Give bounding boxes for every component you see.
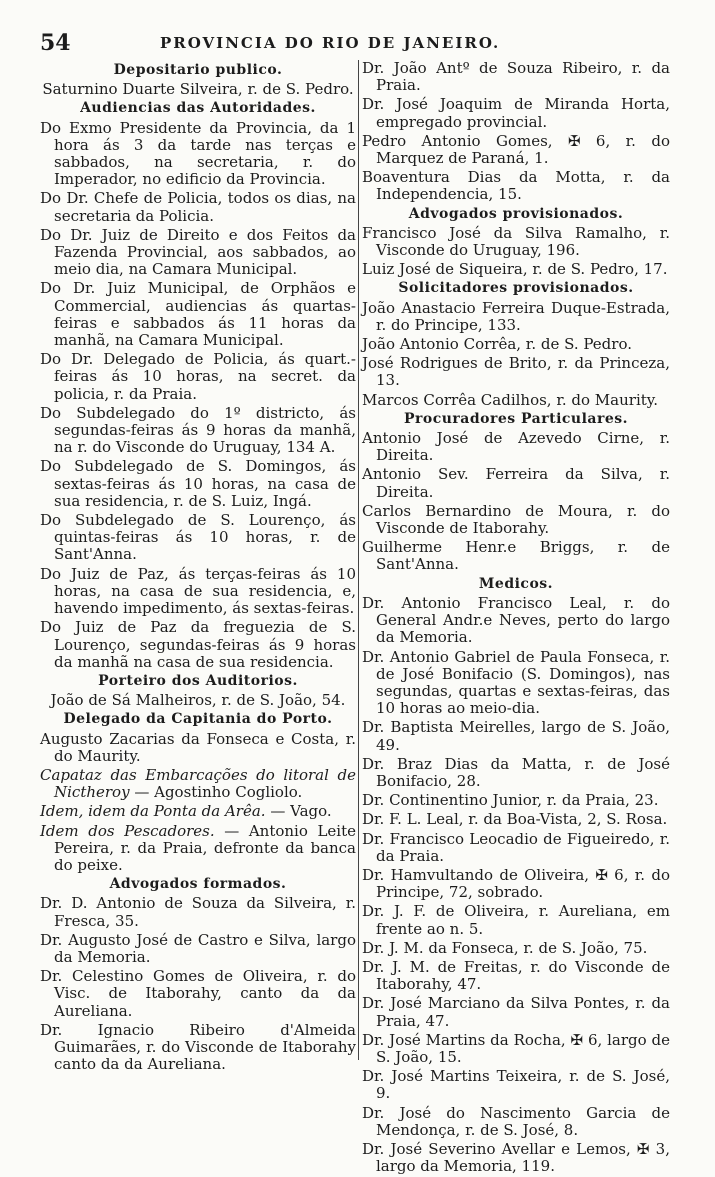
capataz-value: — Vago. <box>265 802 332 821</box>
audiencia-entry: Do Subdelegado do 1º districto, ás segundas-feiras ás 9 horas da manhã, na r. do Visconde do Uruguay, 134 A. <box>40 403 356 457</box>
page-number: 54 <box>40 30 71 56</box>
advogado-entry: Dr. Celestino Gomes de Oliveira, r. do Visc. de Itaborahy, canto da da Aureliana. <box>40 967 356 1020</box>
advogado-entry: Boaventura Dias da Motta, r. da Independencia, 15. <box>362 168 670 204</box>
medico-entry: Dr. F. L. Leal, r. da Boa-Vista, 2, S. Rosa. <box>362 810 668 829</box>
provisionado-entry: Luiz José de Siqueira, r. de S. Pedro, 17. <box>362 260 668 279</box>
delegado-entry: Augusto Zacarias da Fonseca e Costa, r. do Maurity. <box>40 729 356 765</box>
medico-entry: Dr. Baptista Meirelles, largo de S. João, 49. <box>362 718 670 754</box>
advogado-entry: Dr. João Antº de Souza Ribeiro, r. da Praia. <box>362 59 670 95</box>
audiencia-entry: Do Dr. Juiz Municipal, de Orphãos e Commercial, audiencias ás quartas-feiras e sabbados ás 11 horas da manhã, na Camara Municipal. <box>40 279 356 350</box>
section-heading-procuradores: Procuradores Particulares. <box>403 410 629 427</box>
audiencia-entry: Do Juiz de Paz da freguezia de S. Lourenço, segundas-feiras ás 9 horas da manhã na casa de sua residencia. <box>40 618 356 671</box>
procurador-entry: Carlos Bernardino de Moura, r. do Visconde de Itaborahy. <box>362 501 670 538</box>
advogado-entry: Pedro Antonio Gomes, ✠ 6, r. do Marquez de Paraná, 1. <box>362 131 670 168</box>
medico-entry: Dr. Francisco Leocadio de Figueiredo, r. da Praia. <box>362 829 670 865</box>
audiencia-entry: Do Dr. Juiz de Direito e dos Feitos da Fazenda Provincial, aos sabbados, ao meio dia, na Camara Municipal. <box>40 225 356 279</box>
audiencia-entry: Do Dr. Delegado de Policia, ás quart.-feiras ás 10 horas, na secret. da policia, r. da Praia. <box>40 350 356 403</box>
capataz-entry <box>40 803 356 820</box>
audiencia-entry: Do Subdelegado de S. Lourenço, ás quintas-feiras ás 10 horas, r. de Sant'Anna. <box>40 511 356 564</box>
medico-entry: Dr. J. F. de Oliveira, r. Aureliana, em frente ao n. 5. <box>362 902 670 938</box>
capataz-entry <box>40 823 356 875</box>
solicitador-entry: Marcos Corrêa Cadilhos, r. do Maurity. <box>362 390 659 409</box>
medico-entry: Dr. Braz Dias da Matta, r. de José Bonifacio, 28. <box>362 754 670 790</box>
solicitador-entry: João Anastacio Ferreira Duque-Estrada, r. do Principe, 133. <box>362 298 670 334</box>
section-heading-depositario: Depositario publico. <box>113 62 283 78</box>
procurador-entry: Guilherme Henr.e Briggs, r. de Sant'Anna. <box>362 538 670 574</box>
advogado-entry: Dr. Ignacio Ribeiro d'Almeida Guimarães, r. do Visconde de Itaborahy canto da da Aureliana. <box>40 1020 356 1074</box>
solicitador-entry: José Rodrigues de Brito, r. da Princeza, 13. <box>362 354 670 390</box>
audiencia-entry: Do Dr. Chefe de Policia, todos os dias, na secretaria da Policia. <box>40 189 356 225</box>
procurador-entry: Antonio Sev. Ferreira da Silva, r. Direita. <box>362 465 670 501</box>
medico-entry: Dr. Hamvultando de Oliveira, ✠ 6, r. do Principe, 72, sobrado. <box>362 865 670 902</box>
section-heading-solicitadores: Solicitadores provisionados. <box>398 280 634 297</box>
medico-entry: Dr. José Martins Teixeira, r. de S. José, 9. <box>362 1067 670 1103</box>
medico-entry: Dr. J. M. da Fonseca, r. de S. João, 75. <box>362 938 648 957</box>
medico-entry: Dr. Antonio Francisco Leal, r. do General Andr.e Neves, perto do largo da Memoria. <box>362 593 670 647</box>
medico-entry: Dr. Antonio Gabriel de Paula Fonseca, r. de José Bonifacio (S. Domingos), nas segundas, quartas e sextas-feiras, das 10 horas ao meio-dia. <box>362 647 670 718</box>
column-divider <box>358 60 359 1060</box>
right-column <box>362 60 670 1177</box>
page-title: PROVINCIA DO RIO DE JANEIRO. <box>160 34 501 52</box>
section-heading-medicos: Medicos. <box>478 575 554 592</box>
capataz-value: — Agostinho Cogliolo. <box>129 783 303 802</box>
medico-entry: Dr. José do Nascimento Garcia de Mendonça, r. de S. José, 8. <box>362 1103 670 1139</box>
advogado-entry: Dr. Augusto José de Castro e Silva, largo da Memoria. <box>40 930 356 966</box>
audiencia-entry: Do Subdelegado de S. Domingos, ás sextas-feiras ás 10 horas, na casa de sua residencia, r. de S. Luiz, Ingá. <box>40 457 356 510</box>
advogado-entry: Dr. José Joaquim de Miranda Horta, empregado provincial. <box>362 95 670 131</box>
medico-entry: Dr. Continentino Junior, r. da Praia, 23. <box>362 791 659 810</box>
left-column <box>40 60 356 1075</box>
section-heading-porteiro: Porteiro dos Auditorios. <box>98 672 298 689</box>
capataz-entry <box>40 767 356 801</box>
solicitador-entry: João Antonio Corrêa, r. de S. Pedro. <box>362 335 632 354</box>
capataz-label: Idem dos Pescadores. <box>40 821 215 840</box>
medico-entry: Dr. José Severino Avellar e Lemos, ✠ 3, largo da Memoria, 119. <box>362 1139 670 1176</box>
capataz-label: Idem, idem da Ponta da Arêa. <box>40 802 266 821</box>
provisionado-entry: Francisco José da Silva Ramalho, r. Visconde do Uruguay, 196. <box>362 223 670 260</box>
section-heading-delegado: Delegado da Capitania do Porto. <box>63 711 333 728</box>
porteiro-entry: João de Sá Malheiros, r. de S. João, 54. <box>50 691 346 710</box>
advogado-entry: Dr. D. Antonio de Souza da Silveira, r. Fresca, 35. <box>40 894 356 930</box>
section-heading-provisionados: Advogados provisionados. <box>408 205 624 222</box>
capataz-value: — Antonio Leite Pereira, r. da Praia, defronte da banca do peixe. <box>54 821 357 874</box>
section-heading-audiencias: Audiencias das Autoridades. <box>80 100 316 117</box>
medico-entry: Dr. José Martins da Rocha, ✠ 6, largo de S. João, 15. <box>362 1030 670 1066</box>
medico-entry: Dr. J. M. de Freitas, r. do Visconde de Itaborahy, 47. <box>362 957 670 994</box>
medico-entry: Dr. José Marciano da Silva Pontes, r. da Praia, 47. <box>362 994 670 1030</box>
audiencia-entry: Do Juiz de Paz, ás terças-feiras ás 10 horas, na casa de sua residencia, e, havendo impedimento, ás sextas-feiras. <box>40 564 356 618</box>
page-header <box>0 30 715 58</box>
capataz-label: Capataz das Embarcações do litoral de Nictheroy <box>40 765 356 802</box>
audiencia-entry: Do Exmo Presidente da Provincia, da 1 hora ás 3 da tarde nas terças e sabbados, na secretaria, r. do Imperador, no edificio da Provincia. <box>40 118 356 189</box>
procurador-entry: Antonio José de Azevedo Cirne, r. Direita. <box>362 429 670 465</box>
section-heading-advogados: Advogados formados. <box>109 876 287 893</box>
depositario-entry: Saturnino Duarte Silveira, r. de S. Pedro. <box>42 80 354 99</box>
